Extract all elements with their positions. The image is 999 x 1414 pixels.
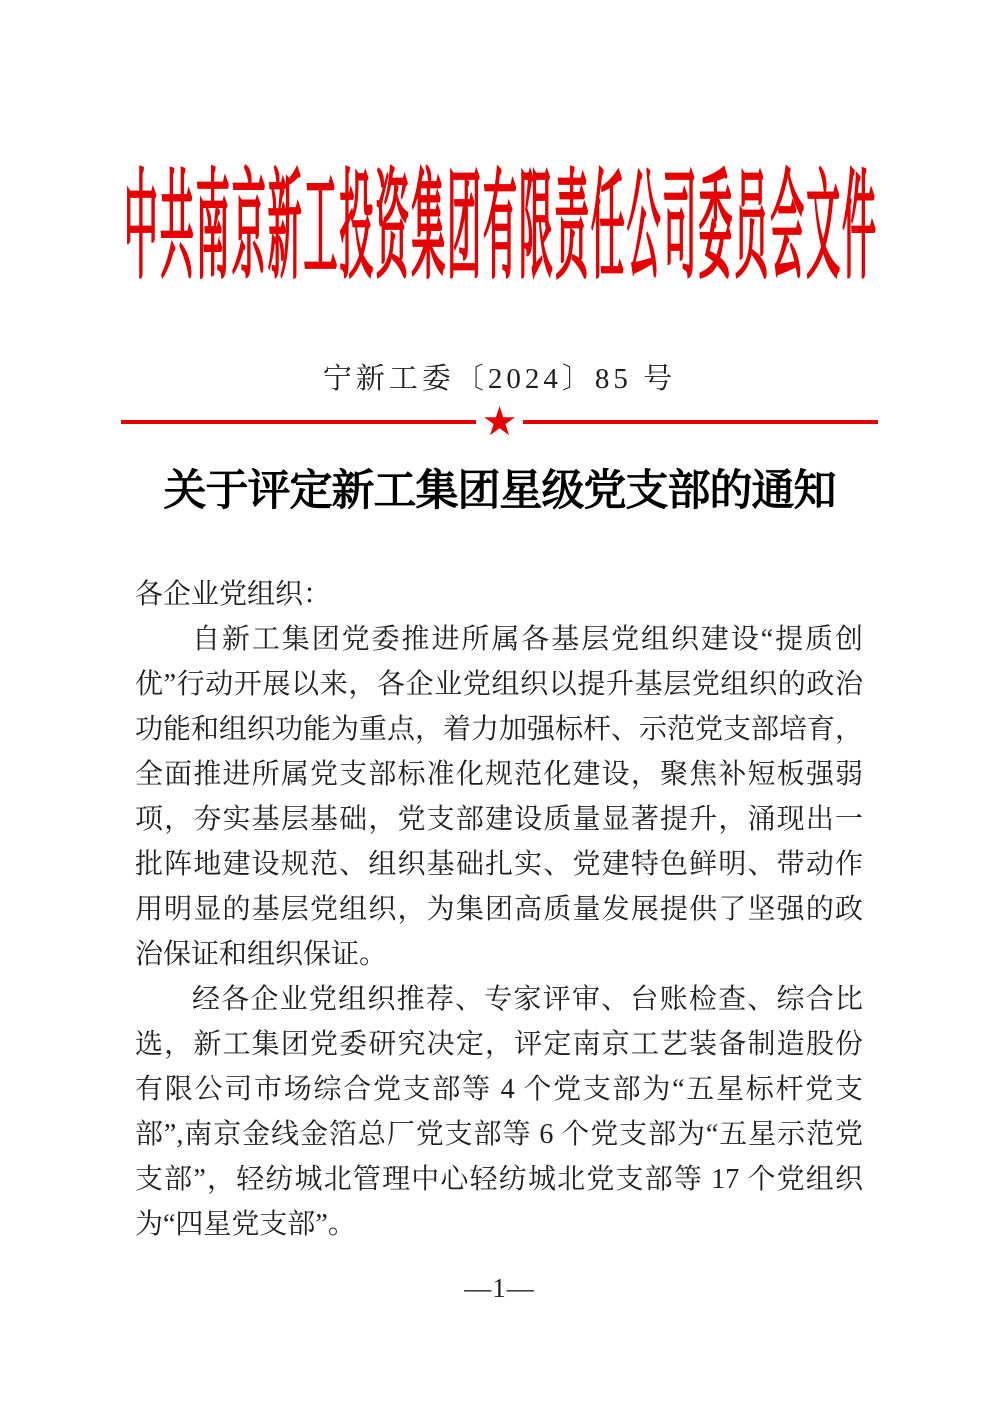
body-line: 为“四星党支部”。 <box>135 1209 356 1240</box>
divider-line-right <box>523 420 878 424</box>
body-line: 功能和组织功能为重点，着力加强标杆、示范党支部培育， <box>135 714 864 745</box>
body-line: 用明显的基层党组织，为集团高质量发展提供了坚强的政 <box>135 894 863 925</box>
header-divider <box>121 399 878 445</box>
document-title: 关于评定新工集团星级党支部的通知 <box>163 468 836 515</box>
body-line: 项，夯实基层基础，党支部建设质量显著提升，涌现出一 <box>135 804 863 835</box>
body-line: 自新工集团党委推进所属各基层党组织建设“提质创 <box>192 624 863 655</box>
page-number: —1— <box>464 1273 535 1303</box>
divider-line-left <box>121 420 476 424</box>
document-number: 宁新工委〔2024〕85 号 <box>322 363 677 395</box>
body-line: 治保证和组织保证。 <box>135 939 388 970</box>
star-icon: ★ <box>481 399 518 445</box>
body-line: 部”,南京金线金箔总厂党支部等 6 个党支部为“五星示范党 <box>135 1119 863 1150</box>
body-line: 选，新工集团党委研究决定，评定南京工艺装备制造股份 <box>135 1029 863 1060</box>
body-line: 支部”，轻纺城北管理中心轻纺城北党支部等 17 个党组织 <box>135 1164 863 1195</box>
letterhead-org-title: 中共南京新工投资集团有限责任公司委员会文件 <box>124 165 876 295</box>
body-line: 批阵地建设规范、组织基础扎实、党建特色鲜明、带动作 <box>135 849 863 880</box>
body-line: 各企业党组织： <box>135 579 332 610</box>
body-line: 经各企业党组织推荐、专家评审、台账检查、综合比 <box>192 984 863 1015</box>
body-line: 有限公司市场综合党支部等 4 个党支部为“五星标杆党支 <box>135 1074 863 1105</box>
body-line: 全面推进所属党支部标准化规范化建设，聚焦补短板强弱 <box>135 759 863 790</box>
body-line: 优”行动开展以来，各企业党组织以提升基层党组织的政治 <box>135 669 863 700</box>
document-body <box>135 572 863 1247</box>
